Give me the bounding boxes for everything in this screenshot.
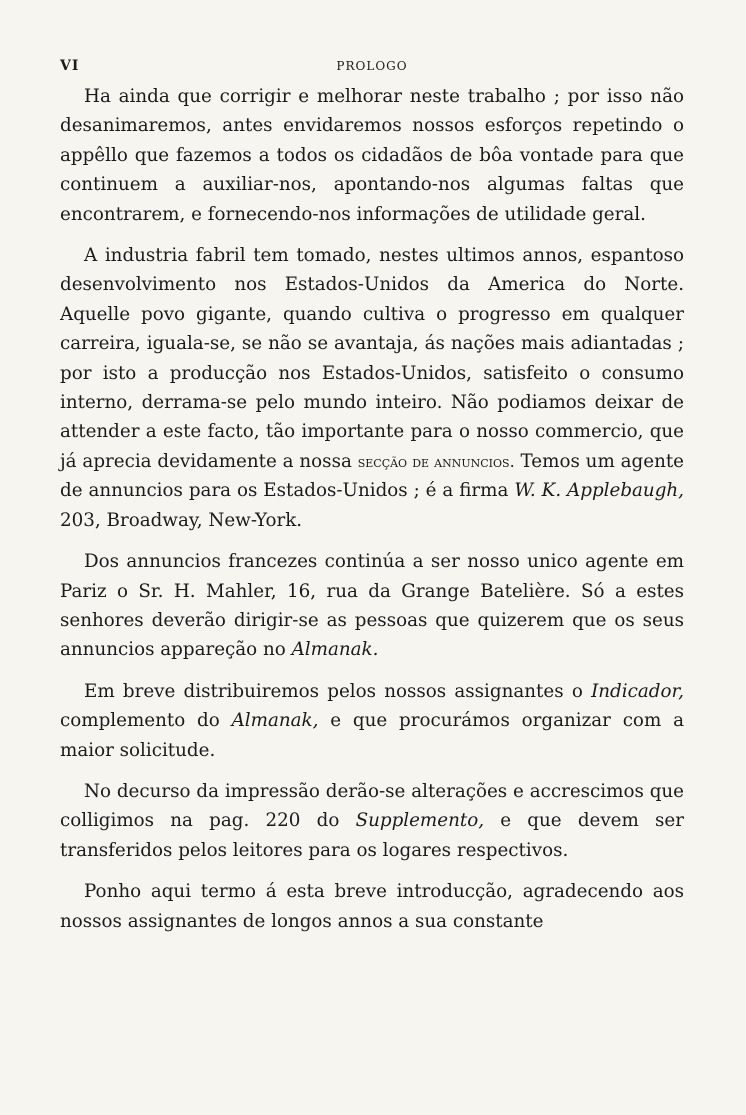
paragraph-3 bbox=[60, 547, 684, 665]
paragraph-5 bbox=[60, 777, 684, 865]
paragraph-1 bbox=[60, 82, 684, 229]
paragraph-2-text: A industria fabril tem tomado, nestes ultimos annos, espantoso desenvolvimento nos Estados-Unidos da America do Norte. Aquelle povo gigante, quando cultiva o progresso em qualquer carreira, iguala-se, se não se avantaja, ás nações mais adiantadas ; por isto a producção nos Estados-Unidos, satisfeito o consumo interno, derrama-se pelo mundo inteiro. Não podiamos deixar de attender a este facto, tão importante para o nosso commercio, que já aprecia devidamente a nossa bbox=[60, 245, 684, 472]
almanak-title-2: Almanak, bbox=[231, 710, 319, 732]
paragraph-4 bbox=[60, 677, 684, 765]
paragraph-1-text: Ha ainda que corrigir e melhorar neste trabalho ; por isso não desanimaremos, antes envidaremos nossos esforços repetindo o appêllo que fazemos a todos os cidadãos de bôa vontade para que continuem a auxiliar-nos, apontando-nos algumas faltas que encontrarem, e fornecendo-nos informações de utilidade geral. bbox=[60, 86, 684, 225]
paragraph-6-text: Ponho aqui termo á esta breve introducção, agradecendo aos nossos assignantes de longos annos a sua constante bbox=[60, 881, 684, 932]
paragraph-4-text-end: e que procurámos organizar com a maior solicitude. bbox=[60, 710, 684, 761]
paragraph-2-text-end: 203, Broadway, New-York. bbox=[60, 509, 303, 531]
paragraph-5-text: No decurso da impressão derão-se alterações e accrescimos que colligimos na pag. 220 do bbox=[60, 780, 684, 832]
almanak-title: Almanak. bbox=[291, 639, 379, 661]
paragraph-2 bbox=[60, 241, 684, 535]
paragraph-3-text: Dos annuncios francezes continúa a ser nosso unico agente em Pariz o Sr. H. Mahler, 16, rua da Grange Batelière. Só a estes senhores deverão dirigir-se as pessoas que quizerem que os seus annuncios appareção no bbox=[60, 551, 684, 661]
paragraph-4-text-cont: complemento do bbox=[60, 710, 232, 732]
section-name-smallcaps: secção de annuncios. bbox=[357, 451, 515, 471]
page-header bbox=[60, 54, 684, 76]
page bbox=[60, 54, 684, 948]
supplemento-title: Supplemento, bbox=[355, 810, 485, 832]
indicador-title: Indicador, bbox=[591, 680, 684, 702]
paragraph-2-text-cont: Temos um agente de annuncios para os Estados-Unidos ; é a firma bbox=[60, 450, 685, 502]
running-title: PROLOGO bbox=[336, 59, 408, 73]
paragraph-4-text: Em breve distribuiremos pelos nossos assignantes o bbox=[84, 680, 592, 702]
paragraph-6 bbox=[60, 877, 684, 936]
firm-name: W. K. Applebaugh, bbox=[514, 480, 684, 502]
paragraph-5-text-end: e que devem ser transferidos pelos leitores para os logares respectivos. bbox=[60, 810, 684, 861]
page-number: VI bbox=[60, 58, 80, 74]
